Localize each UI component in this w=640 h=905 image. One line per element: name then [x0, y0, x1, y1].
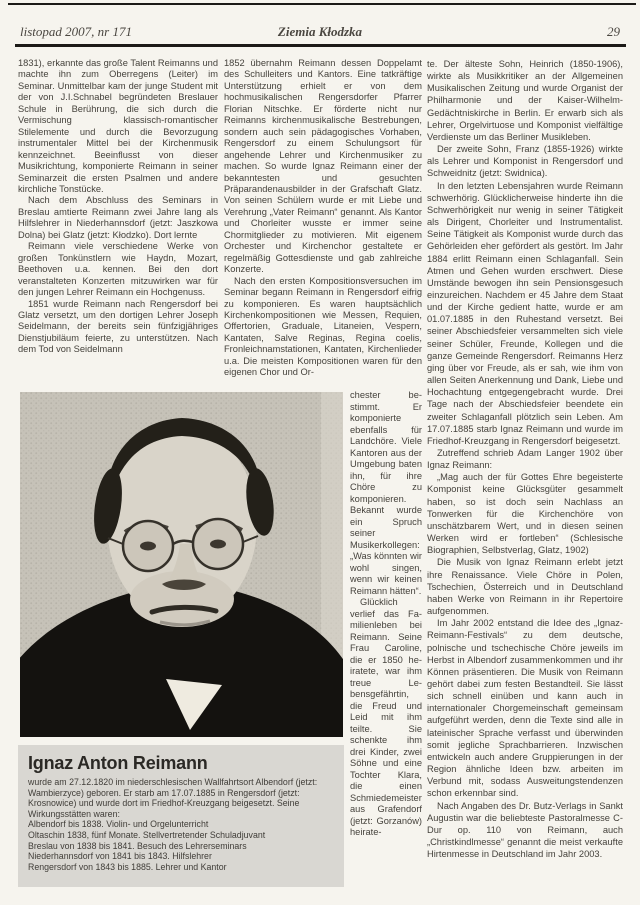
- column-middle-narrow: [350, 390, 422, 902]
- paragraph: Der zweite Sohn, Franz (1855-1926) wirkte als Lehrer und Komponist in Rengersdorf und Schweidnitz (jetzt: Swidnica).: [427, 144, 623, 179]
- paragraph: Nach dem Abschluss des Seminars in Breslau amtierte Reimann zwei Jahre lang als Hilfslehrer in Niederhannsdorf (jetzt: Jaszkowa Dolna) bei Glatz (jetzt: Kłodzko). Dort lernte: [18, 195, 218, 240]
- paragraph: Zutreffend schrieb Adam Langer 1902 über Ignaz Reimann:: [427, 448, 623, 471]
- column-middle-upper: [224, 58, 422, 392]
- paragraph: Die Musik von Ignaz Reimann erlebt jetzt ihre Renaissance. Viele Chöre in Polen, Tschechien, Österreich und in Deutschland haben Werke von Reimann in ihr Repertoire aufgenommen.: [427, 557, 623, 617]
- paragraph: Nach den ersten Kompositionsversuchen im Seminar begann Reimann in Rengersdorf eifrig zu komponieren. Es waren hauptsächlich Kirchenkompositionen wie Messen, Requien, Offertorien, Graduale, Litaneien, Vespern, Kantaten, Salve Reginas, Regina coelis, Fronleichnamstationen, Kantaten, Kirchenlieder u.a. Die meisten Kompositionen waren für den eigenen Chor und Or-: [224, 275, 422, 378]
- caption-station: Albendorf bis 1838. Violin- und Orgelunterricht: [28, 819, 209, 830]
- journal-title: Ziemia Kłodzka: [277, 24, 363, 39]
- paragraph: Nach Angaben des Dr. Butz-Verlags in Sankt Augustin war die beliebteste Pastoralmesse C-Dur op. 110 von Reimann, auch „Christkindlmesse“ genannt die meist verkaufte Hirtenmesse in Deutschland im Jahr 2003.: [427, 800, 623, 860]
- paragraph: 1852 übernahm Reimann dessen Doppelamt des Schulleiters und Kantors. Eine tatkräftige Unterstützung erhielt er von dem hochmusikalischen Rengersdorfer Pfarrer Florian Nitschke. Er förderte nicht nur Reimanns kirchenmusikalische Bestrebungen, sondern auch sein pädagogisches Vorhaben, Rengersdorf zu einem Schulungsort für angehende Lehrer und Kirchenmusiker zu machen. So wurde Ignaz Reimann einer der bekanntesten und gesuchten Präparandenausbilder in der Grafschaft Glatz. Von seinen Schülern wurde er mit Liebe und Verehrung „Vater Reimann“ genannt. Als Kantor und Chorleiter wusste er immer seine Chormitglieder zu motivieren. Mit eigenem Orchester und Kirchenchor gestaltete er regelmäßig Gottesdienste und gab zahlreiche Konzerte.: [224, 58, 422, 275]
- caption-station: Breslau von 1838 bis 1841. Besuch des Lehrerseminars: [28, 840, 247, 851]
- paragraph: 1831), erkannte das große Talent Reimanns und machte ihn zum Oberregens (Leiter) im Seminar. Unmittelbar kam der junge Student mit der von J.I.Schnabel begründeten Breslauer Schule in Berührung, die sich durch die Vermischung klassisch-romantischer Stilelemente und durch die Bevorzugung instrumentaler Mittel bei der Kirchenmusik kennzeichnet. Beeinflusst von dieser Musikrichtung, komponierte Reimann in seiner Seminarzeit die ersten Psalmen und andere kirchliche Tonstücke.: [18, 58, 218, 194]
- caption-station: Rengersdorf von 1843 bis 1885. Lehrer und Kantor: [28, 861, 227, 872]
- page-number: 29: [607, 24, 620, 39]
- photo-caption-box: [18, 745, 344, 887]
- portrait-illustration: [20, 392, 343, 737]
- column-left: [18, 58, 218, 394]
- header-issue-date: listopad 2007, nr 171: [20, 24, 132, 39]
- paragraph: te. Der älteste Sohn, Heinrich (1850-1906), wirkte als Musikkritiker an der Allgemeinen Musikalischen Zeitung und wurde Organist der Philharmonie und der Kaiser-Wilhelm-Gedächtniskirche in Berlin. Er erwarb sich als Lehrer, Orgelvirtuose und Komponist vielfältige Verdienste um das Berliner Musikleben.: [427, 59, 623, 142]
- paragraph: Reimann viele verschiedene Werke von großen Tonkünstlern wie Haydn, Mozart, Beethoven u.a. kennen. Bei den dort veranstalteten Konzerten mitzuwirken war für den jungen Lehrer Reimann ein Hochgenuss.: [18, 241, 218, 298]
- paragraph: Im Jahr 2002 entstand die Idee des „Ignaz-Reimann-Festivals“ zu dem deutsche, polnische und tschechische Chöre jeweils im Herbst in Albendorf zusammenkommen und ihr Können präsentieren. Die Musik von Reimann gehört dabei zum festen Bestandteil. Sie lässt sich schnell einüben und kann auch in internationaler Chorgemeinschaft gemeinsam aufgeführt werden, denn die Texte sind alle in lateinischer Sprache verfasst und überwinden somit jegliche Sprachbarrieren. Inzwischen entwickeln auch andere Gruppierungen in der Region ähnliche Ideen bzw. arbeiten im Verbund mit, sodass Ausweitungstendenzen schon erkennbar sind.: [427, 618, 623, 799]
- paragraph: Glücklich verlief das Familienleben bei Reimann. Seine Frau Caroline, die er 1850 heiratete, war ihm treue Lebensgefährtin, die Freud und Leid mit ihm teilte. Sie schenkte ihm drei Kinder, zwei Söhne und eine Tochter Klara, die einen Schmiedemeister aus Grafendorf (jetzt: Gorzanów) heirate-: [350, 597, 422, 837]
- page-header: [20, 22, 620, 42]
- caption-intro: wurde am 27.12.1820 im niederschlesischen Wallfahrtsort Albendorf (jetzt: Wambierzyce) geboren. Er starb am 17.07.1885 in Rengersdorf (jetzt: Krosnowice) und wurde dort im Friedhof-Kreuzgang beigesetzt. Seine Wirkungsstätten waren:: [28, 777, 318, 819]
- portrait-photo: [20, 392, 343, 737]
- column-right: [427, 58, 623, 898]
- caption-title: Ignaz Anton Reimann: [28, 753, 208, 773]
- caption-station: Niederhannsdorf von 1841 bis 1843. Hilfslehrer: [28, 851, 212, 862]
- caption-station: Oltaschin 1838, fünf Monate. Stellvertretender Schuladjuvant: [28, 829, 266, 840]
- header-rule: [15, 44, 626, 47]
- paragraph: 1851 wurde Reimann nach Rengersdorf bei Glatz versetzt, um den dortigen Lehrer Joseph Seidelmann, der bereits sein fünfzigjähriges Dienstjubiläum feierte, zu unterstützen. Nach dem Tod von Seidelmann: [18, 298, 218, 355]
- paragraph: In den letzten Lebensjahren wurde Reimann schwerhörig. Glücklicherweise hinderte ihn die Schwerhörigkeit nur wenig in seiner Tätigkeit als Dirigent, Chorleiter und Instrumentalist. Seine Tätigkeit als Komponist wurde durch das Gehörleiden eher gefördert als gestört. Im Jahr 1884 erlitt Reimann einen Schlaganfall. Sein Atmen und Gehen wurden erschwert. Diese Umstände bewogen ihn sein Pensionsgesuch einzureichen. Nachdem er 45 Jahre dem Staat und der Kirche gedient hatte, wurde er am 01.07.1885 in den Ruhestand versetzt. Bei seiner Abschiedsfeier versammelten sich viele seiner Schüler, Freunde, Kollegen und die ganze Gemeinde Rengersdorf. Reimanns Herz ging über vor Freude, als er sah, wie ihm von allen Seiten Anerkennung und Dank, Liebe und Hochachtung entgegengebracht wurde. Drei Tage nach der Abschiedsfeier beendete ein zweiter Schlaganfall plötzlich sein Leben. Am 17.07.1885 starb Ignaz Reimann und wurde im Friedhof-Kreuzgang in Rengersdorf beigesetzt.: [427, 180, 623, 446]
- page-top-border: [8, 3, 636, 5]
- paragraph: „Mag auch der für Gottes Ehre begeisterte Komponist keine Glücksgüter gesammelt haben, so ist doch sein Nachlass an Tonwerken für die Kirchenchöre von unschätzbarem Wert, und in diesen seinen Werken wird er fortleben“ (Schlesische Biographien, Selbstverlag, Glatz, 1902): [427, 472, 623, 556]
- paragraph: chester bestimmt. Er komponierte ebenfalls für Landchöre. Viele Kantoren aus der Umgebung baten ihn, für ihre Chöre zu komponieren. Bekannt wurde ein Spruch seiner Musikerkollegen: „Was könnten wir wohl singen, wenn wir keinen Reimann hätten“.: [350, 390, 422, 596]
